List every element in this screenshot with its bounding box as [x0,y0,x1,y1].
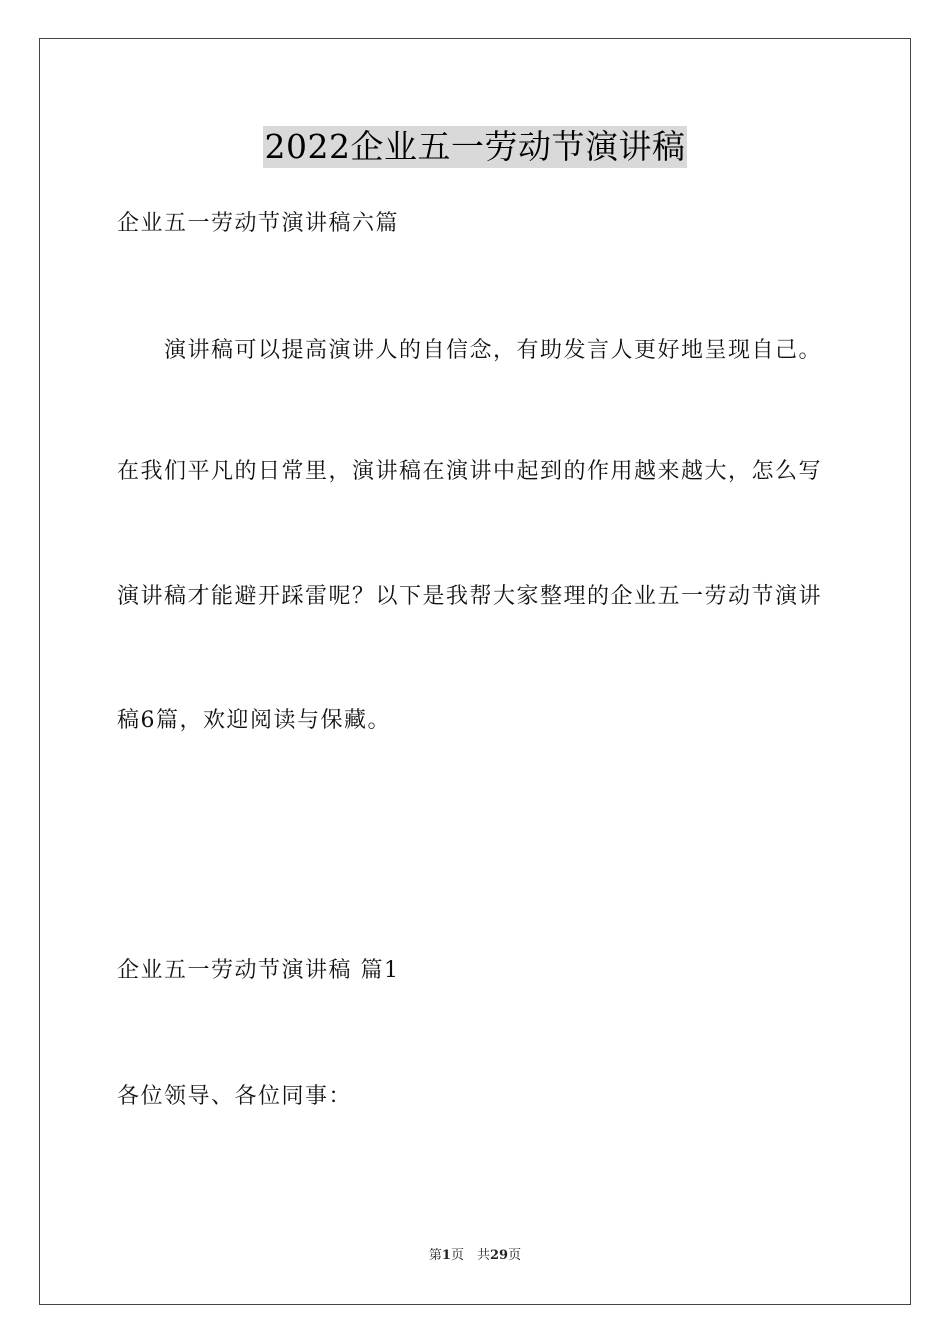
title-wrap [0,126,950,168]
footer-page-current: 1 [441,1248,451,1263]
footer-page-prefix: 第 [428,1248,442,1263]
section-heading: 企业五一劳动节演讲稿 篇1 [117,958,400,983]
intro-line-1: 演讲稿可以提高演讲人的自信念，有助发言人更好地呈现自己。 [164,338,823,363]
footer-page-total: 29 [489,1248,509,1263]
document-subtitle: 企业五一劳动节演讲稿六篇 [117,211,400,236]
intro-line-3: 演讲稿才能避开踩雷呢？以下是我帮大家整理的企业五一劳动节演讲 [117,584,823,609]
page-footer [0,1247,950,1265]
footer-page-suffix: 页 [508,1248,522,1263]
document-title: 2022企业五一劳动节演讲稿 [264,127,686,166]
intro-line-4: 稿6篇，欢迎阅读与保藏。 [117,708,391,733]
greeting: 各位领导、各位同事： [117,1084,353,1109]
intro-line-2: 在我们平凡的日常里，演讲稿在演讲中起到的作用越来越大，怎么写 [117,459,823,484]
footer-page-mid: 页 共 [450,1248,490,1263]
